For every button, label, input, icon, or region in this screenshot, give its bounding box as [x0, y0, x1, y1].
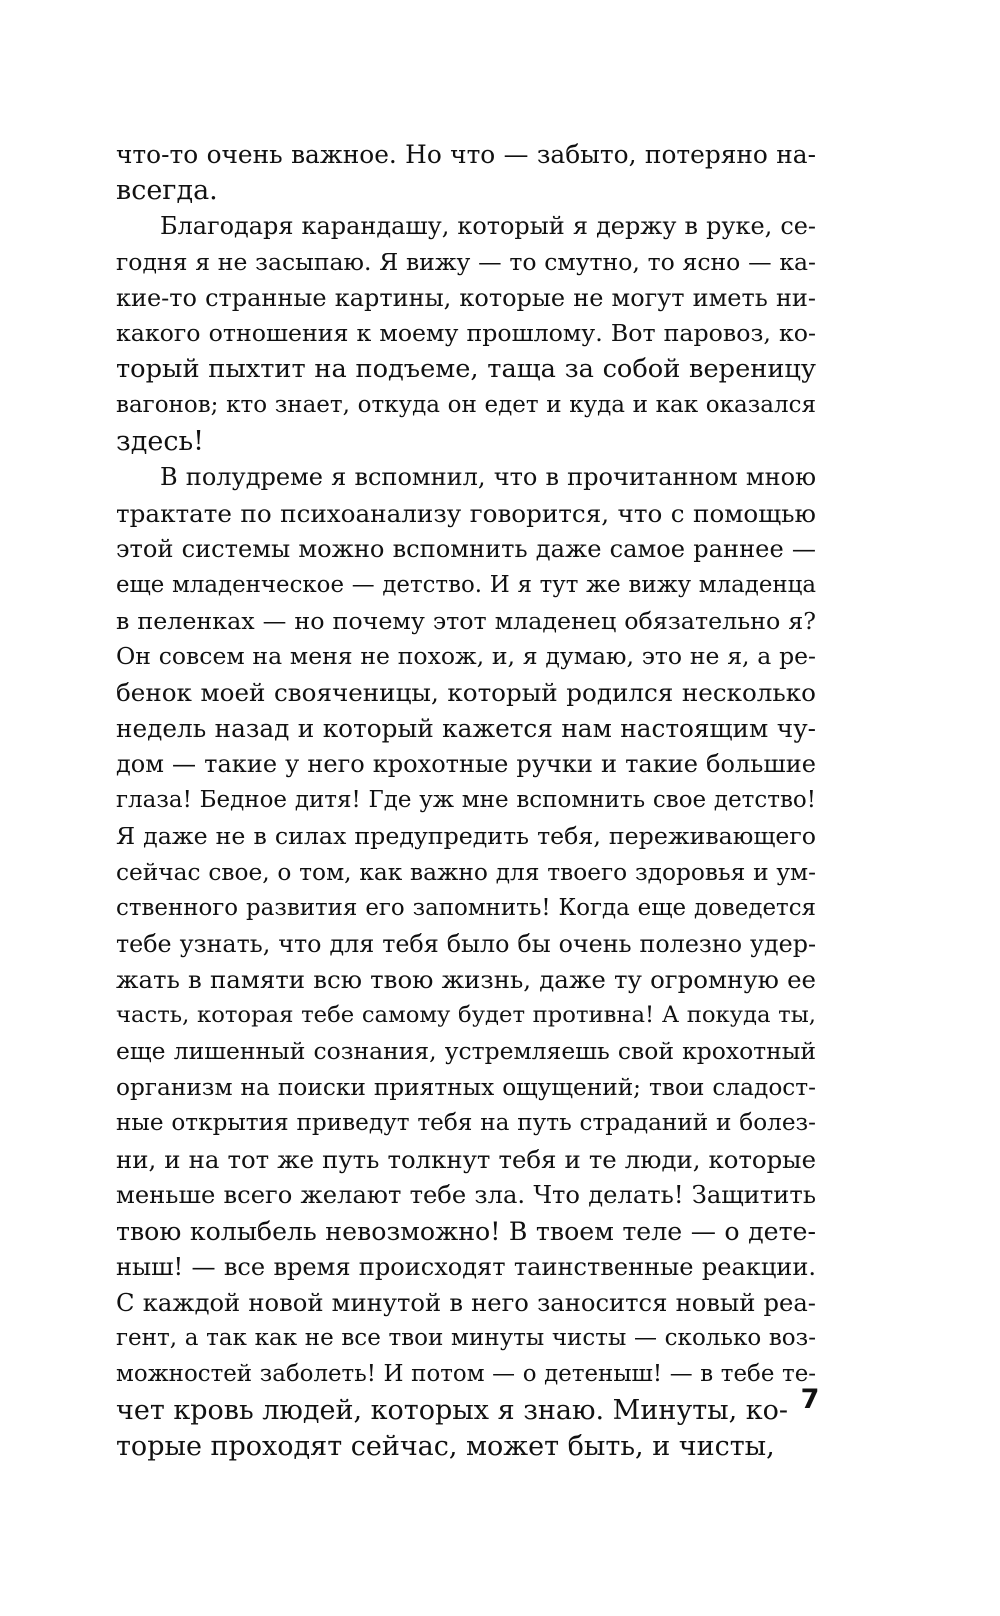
text-line: Он совсем на меня не похож, и, я думаю, это не я, а ре-	[116, 642, 816, 671]
text-line: кие-то странные картины, которые не могут иметь ни-	[116, 283, 816, 312]
text-line: торые проходят сейчас, может быть, и чисты,	[116, 1431, 775, 1463]
text-line: торый пыхтит на подъеме, таща за собой вереницу	[116, 354, 816, 385]
text-line: чет кровь людей, которых я знаю. Минуты, ко-	[116, 1395, 789, 1427]
text-line: ные открытия приведут тебя на путь страданий и болез-	[116, 1110, 816, 1137]
text-line: меньше всего желают тебе зла. Что делать! Защитить	[116, 1180, 816, 1209]
text-line: можностей заболеть! И потом — о детеныш! — в тебе те-	[116, 1361, 816, 1388]
text-line: Я даже не в силах предупредить тебя, переживающего	[116, 821, 816, 850]
text-line: организм на поиски приятных ощущений; твои сладост-	[116, 1074, 816, 1102]
text-line: еще лишенный сознания, устремляешь свой крохотный	[116, 1037, 816, 1066]
text-line: С каждой новой минутой в него заносится новый реа-	[116, 1288, 816, 1317]
text-line: жать в памяти всю твою жизнь, даже ту огромную ее	[116, 965, 816, 995]
text-line: часть, которая тебе самому будет противна! А покуда ты,	[116, 1002, 816, 1029]
text-line: глаза! Бедное дитя! Где уж мне вспомнить свое детство!	[116, 787, 816, 814]
text-line: гент, а так как не все твои минуты чисты — сколько воз-	[116, 1325, 816, 1352]
text-line: тебе узнать, что для тебя было бы очень полезно удер-	[116, 929, 816, 958]
text-line: что-то очень важное. Но что — забыто, потеряно на-	[116, 140, 816, 169]
text-line: всегда.	[116, 174, 218, 206]
text-line: какого отношения к моему прошлому. Вот паровоз, ко-	[116, 319, 816, 348]
text-line: здесь!	[116, 426, 205, 458]
text-line: Благодаря карандашу, который я держу в руке, се-	[160, 211, 816, 240]
text-line: этой системы можно вспомнить даже самое раннее —	[116, 534, 816, 563]
body-text	[116, 137, 816, 1465]
text-line: еще младенческое — детство. И я тут же вижу младенца	[116, 571, 816, 598]
text-line: бенок моей свояченицы, который родился несколько	[116, 678, 816, 708]
text-line: ныш! — все время происходят таинственные реакции.	[116, 1252, 816, 1281]
text-line: трактате по психоанализу говорится, что с помощью	[116, 498, 816, 528]
page-number: 7	[800, 1384, 820, 1415]
text-line: ни, и на тот же путь толкнут тебя и те люди, которые	[116, 1144, 816, 1174]
text-line: сейчас свое, о том, как важно для твоего здоровья и ум-	[116, 858, 816, 886]
text-line: годня я не засыпаю. Я вижу — то смутно, то ясно — ка-	[116, 247, 816, 276]
text-line: недель назад и который кажется нам настоящим чу-	[116, 714, 816, 744]
text-line: вагонов; кто знает, откуда он едет и куда и как оказался	[116, 392, 816, 419]
text-line: твою колыбель невозможно! В твоем теле — о детe-	[116, 1216, 816, 1246]
text-line: в пеленках — но почему этот младенец обязательно я?	[116, 606, 816, 635]
text-line: ственного развития его запомнить! Когда еще доведется	[116, 894, 816, 921]
text-line: дом — такие у него крохотные ручки и такие большие	[116, 750, 816, 779]
text-line: В полудреме я вспомнил, что в прочитанном мною	[160, 463, 816, 492]
